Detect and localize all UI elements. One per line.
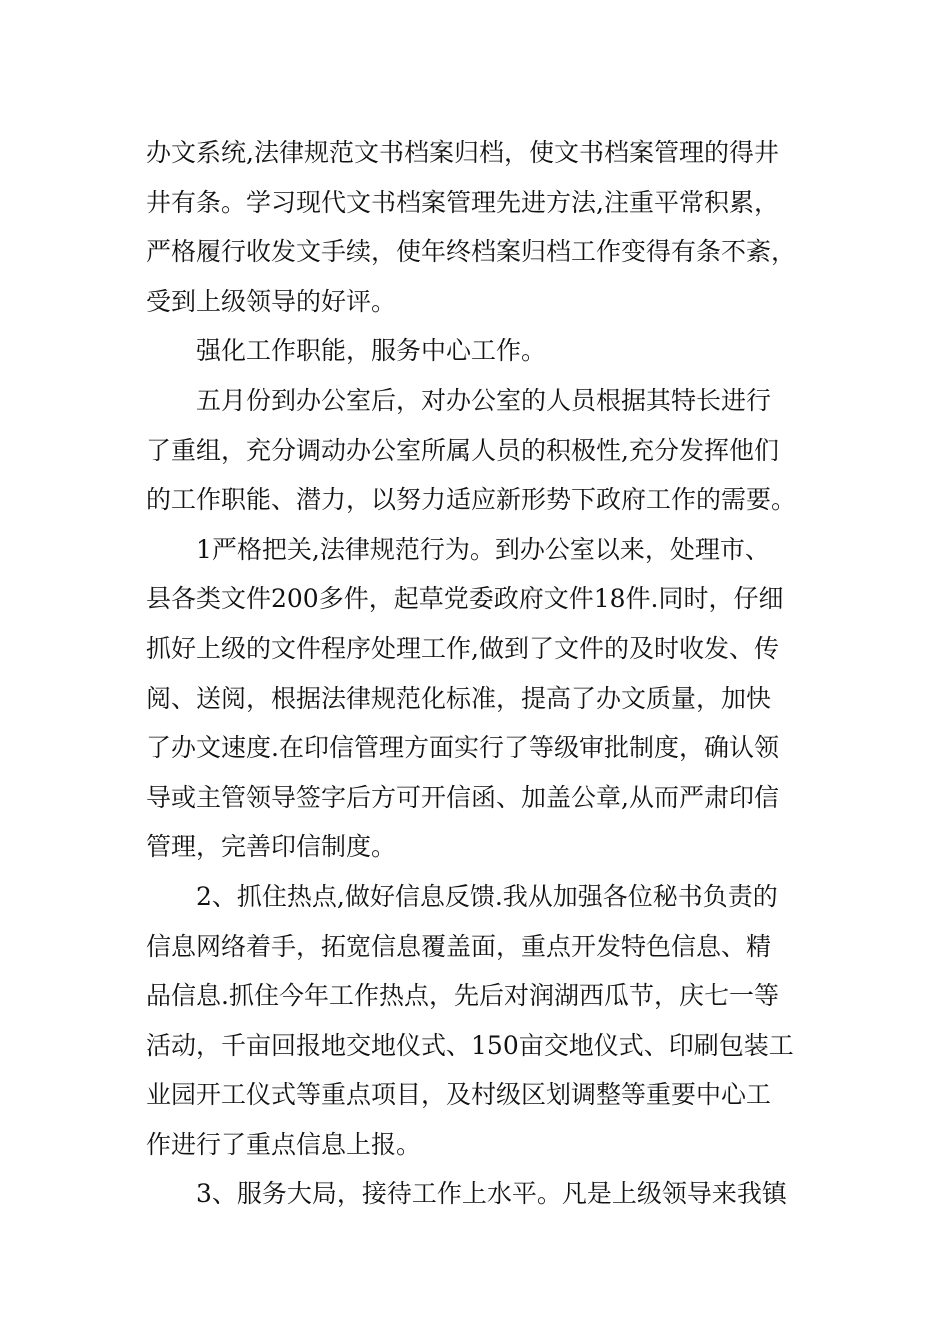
text-line: 井有条。学习现代文书档案管理先进方法,注重平常积累， (146, 187, 779, 217)
text-line: 管理，完善印信制度。 (146, 832, 397, 862)
text-line: 的工作职能、潜力，以努力适应新形势下政府工作的需要。 (146, 485, 797, 515)
text-line: 县各类文件200多件，起草党委政府文件18件.同时，仔细 (146, 584, 784, 614)
text-line: 抓好上级的文件程序处理工作,做到了文件的及时收发、传 (146, 633, 779, 663)
text-line: 阅、送阅，根据法律规范化标准，提高了办文质量，加快 (146, 683, 772, 713)
text-line: 业园开工仪式等重点项目，及村级区划调整等重要中心工 (146, 1080, 772, 1110)
text-line: 严格履行收发文手续，使年终档案归档工作变得有条不紊， (146, 237, 797, 267)
text-line: 信息网络着手，拓宽信息覆盖面，重点开发特色信息、精 (146, 931, 772, 961)
text-line: 了重组，充分调动办公室所属人员的积极性,充分发挥他们 (146, 435, 779, 465)
section-heading: 强化工作职能，服务中心工作。 (146, 336, 547, 366)
document-body (146, 128, 806, 1219)
text-line: 活动，千亩回报地交地仪式、150亩交地仪式、印刷包装工 (146, 1030, 794, 1060)
text-line: 受到上级领导的好评。 (146, 286, 397, 316)
text-line: 品信息.抓住今年工作热点，先后对润湖西瓜节，庆七一等 (146, 981, 779, 1011)
text-line: 3、服务大局，接待工作上水平。凡是上级领导来我镇 (146, 1179, 787, 1209)
text-line: 2、抓住热点,做好信息反馈.我从加强各位秘书负责的 (146, 881, 778, 911)
text-line: 导或主管领导签字后方可开信函、加盖公章,从而严肃印信 (146, 782, 779, 812)
text-line: 了办文速度.在印信管理方面实行了等级审批制度，确认领 (146, 733, 779, 763)
text-line: 办文系统,法律规范文书档案归档，使文书档案管理的得井 (146, 138, 779, 167)
text-line: 五月份到办公室后，对办公室的人员根据其特长进行 (146, 385, 772, 415)
text-line: 1严格把关,法律规范行为。到办公室以来，处理市、 (146, 534, 770, 564)
text-line: 作进行了重点信息上报。 (146, 1129, 422, 1159)
